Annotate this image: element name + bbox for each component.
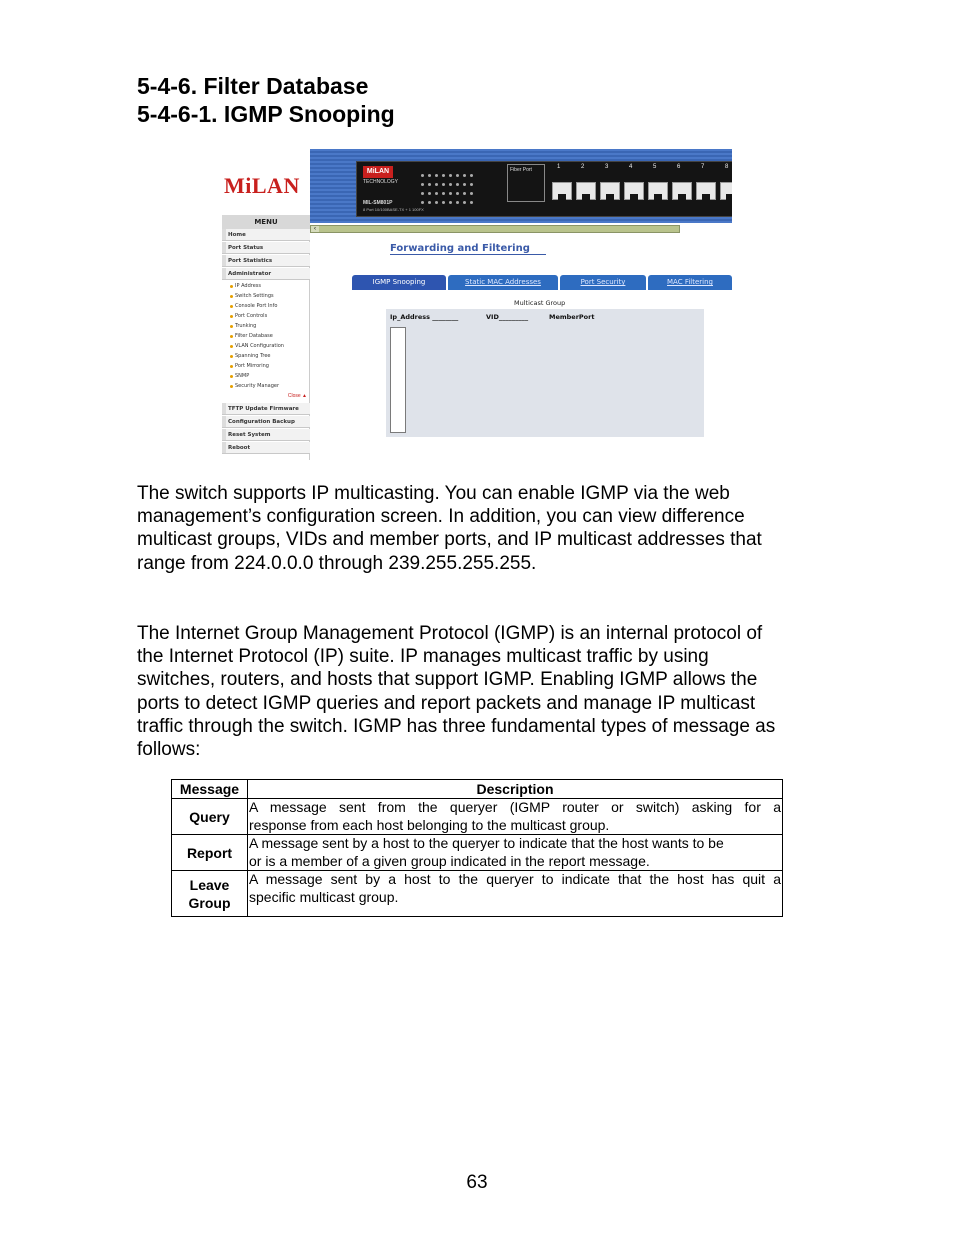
status-led <box>442 174 445 177</box>
ethernet-ports <box>551 164 732 214</box>
igmp-snooping-screenshot <box>222 149 732 460</box>
switch-device-image <box>356 161 732 217</box>
text-line: traffic through the switch. IGMP has three fundamental types of message as <box>137 715 776 737</box>
status-led <box>456 201 459 204</box>
menu-item-home[interactable]: Home <box>222 229 310 241</box>
status-led <box>442 192 445 195</box>
menu-sub-ip-address[interactable]: IP Address <box>230 281 261 291</box>
status-led <box>463 183 466 186</box>
status-led <box>463 192 466 195</box>
menu-item-administrator[interactable]: Administrator <box>222 268 310 280</box>
tab-port-security[interactable]: Port Security <box>560 275 646 290</box>
menu-item-port-status[interactable]: Port Status <box>222 242 310 254</box>
menu-item-tftp-update-firmware[interactable]: TFTP Update Firmware <box>222 403 310 415</box>
ethernet-port <box>648 182 668 200</box>
column-member-port: MemberPort <box>549 313 595 321</box>
description-text: specific multicast group. <box>249 888 399 905</box>
subsection-heading: 5-4-6-1. IGMP Snooping <box>137 101 395 127</box>
device-description: 8 Port 10/100BASE-TX + 1 100FX <box>363 207 424 212</box>
table-row <box>172 835 783 871</box>
port-number-label: 5 <box>653 164 657 170</box>
fiber-port <box>507 164 545 202</box>
message-cell <box>172 871 248 917</box>
port-number-label: 1 <box>557 164 561 170</box>
status-led <box>442 183 445 186</box>
status-led <box>421 174 424 177</box>
status-led <box>449 174 452 177</box>
status-led <box>421 192 424 195</box>
side-menu <box>222 215 310 460</box>
status-led <box>435 201 438 204</box>
menu-sub-spanning-tree[interactable]: Spanning Tree <box>230 351 271 361</box>
menu-sub-port-mirroring[interactable]: Port Mirroring <box>230 361 269 371</box>
port-number-label: 4 <box>629 164 633 170</box>
horizontal-scrollbar[interactable] <box>310 225 680 233</box>
menu-item-reset-system[interactable]: Reset System <box>222 429 310 441</box>
description-cell <box>248 835 783 871</box>
status-led <box>470 201 473 204</box>
menu-sub-trunking[interactable]: Trunking <box>230 321 256 331</box>
port-number-label: 3 <box>605 164 609 170</box>
description-text: A message sent by a host to the queryer to indicate that the host has quit a <box>249 871 781 887</box>
message-text: Leave <box>189 876 230 893</box>
status-led <box>456 174 459 177</box>
ethernet-port <box>624 182 644 200</box>
header-message: Message <box>172 780 248 799</box>
ethernet-port <box>552 182 572 200</box>
message-text: Group <box>188 894 231 911</box>
port-number-label: 8 <box>725 164 729 170</box>
menu-sub-security-manager[interactable]: Security Manager <box>230 381 279 391</box>
description-text: response from each host belonging to the multicast group. <box>249 816 610 833</box>
status-led <box>449 183 452 186</box>
menu-sub-console-port-info[interactable]: Console Port Info <box>230 301 277 311</box>
status-led <box>463 201 466 204</box>
description-text: A message sent by a host to the queryer to indicate that the host wants to be <box>249 835 724 851</box>
description-cell <box>248 799 783 835</box>
menu-item-configuration-backup[interactable]: Configuration Backup <box>222 416 310 428</box>
logo-text: MiLAN <box>224 173 300 198</box>
tab-mac-filtering[interactable]: MAC Filtering <box>648 275 732 290</box>
port-number-label: 7 <box>701 164 705 170</box>
menu-sub-port-controls[interactable]: Port Controls <box>230 311 267 321</box>
fiber-port-label: Fiber Port <box>510 167 532 173</box>
status-led <box>449 201 452 204</box>
message-cell <box>172 799 248 835</box>
up-arrow-icon: ▲ <box>302 393 307 399</box>
port-number-label: 6 <box>677 164 681 170</box>
menu-item-reboot[interactable]: Reboot <box>222 442 310 454</box>
table-row <box>172 871 783 917</box>
header-description: Description <box>248 780 783 799</box>
message-text: Query <box>189 808 230 825</box>
port-number-label: 2 <box>581 164 585 170</box>
section-heading: 5-4-6. Filter Database <box>137 73 369 99</box>
ethernet-port <box>600 182 620 200</box>
device-header <box>310 149 732 223</box>
device-model: MIL-SM801P <box>363 200 393 206</box>
status-led <box>463 174 466 177</box>
multicast-group-caption: Multicast Group <box>514 299 566 307</box>
ethernet-port <box>720 182 732 200</box>
forwarding-filtering-title: Forwarding and Filtering <box>390 243 546 255</box>
tab-static-mac-addresses[interactable]: Static MAC Addresses <box>448 275 558 290</box>
milan-logo <box>222 149 310 221</box>
paragraph-ip-multicasting <box>137 482 827 575</box>
status-led <box>456 192 459 195</box>
text-line: range from 224.0.0.0 through 239.255.255.255. <box>137 552 537 574</box>
status-led <box>442 201 445 204</box>
status-led <box>456 183 459 186</box>
device-tech: TECHNOLOGY <box>363 179 399 185</box>
ethernet-port <box>576 182 596 200</box>
text-line: follows: <box>137 739 201 761</box>
status-led <box>470 183 473 186</box>
status-led <box>435 183 438 186</box>
page-number: 63 <box>466 1172 488 1193</box>
status-led <box>428 192 431 195</box>
status-led <box>470 174 473 177</box>
status-led <box>435 174 438 177</box>
multicast-group-list[interactable] <box>390 327 406 433</box>
text-line: multicast groups, VIDs and member ports, and IP multicast addresses that <box>137 529 762 551</box>
message-cell <box>172 835 248 871</box>
filter-tabs <box>352 275 732 290</box>
description-text: A message sent from the queryer (IGMP router or switch) asking for a <box>249 799 781 815</box>
column-vid: VID_________ <box>486 313 529 321</box>
column-ip-address: Ip_Address ________ <box>390 313 459 321</box>
description-text: or is a member of a given group indicated in the report message. <box>249 852 650 869</box>
text-line: switches, routers, and hosts that support IGMP. Enabling IGMP allows the <box>137 669 758 691</box>
menu-sub-filter-database[interactable]: Filter Database <box>230 331 273 341</box>
table-header-row <box>172 780 783 799</box>
status-led <box>449 192 452 195</box>
paragraph-igmp-description <box>137 622 827 761</box>
menu-sub-vlan-configuration[interactable]: VLAN Configuration <box>230 341 284 351</box>
menu-sub-switch-settings[interactable]: Switch Settings <box>230 291 274 301</box>
menu-item-port-statistics[interactable]: Port Statistics <box>222 255 310 267</box>
scroll-left-arrow-icon[interactable]: ‹ <box>311 226 319 232</box>
status-led <box>428 201 431 204</box>
menu-sub-snmp[interactable]: SNMP <box>230 371 249 381</box>
menu-close-link[interactable] <box>288 393 307 399</box>
multicast-group-panel <box>386 309 704 437</box>
ethernet-port <box>696 182 716 200</box>
status-leds <box>421 166 501 210</box>
status-led <box>421 183 424 186</box>
text-line: The Internet Group Management Protocol (IGMP) is an internal protocol of <box>137 623 763 644</box>
device-brand: MiLAN <box>363 166 393 178</box>
status-led <box>421 201 424 204</box>
description-cell <box>248 871 783 917</box>
text-line: the Internet Protocol (IP) suite. IP manages multicast traffic by using <box>137 646 709 668</box>
status-led <box>435 192 438 195</box>
table-row <box>172 799 783 835</box>
igmp-message-table <box>171 779 783 917</box>
status-led <box>428 174 431 177</box>
text-line: ports to detect IGMP queries and report packets and manage IP multicast <box>137 692 756 714</box>
message-text: Report <box>186 844 233 861</box>
status-led <box>470 192 473 195</box>
tab-igmp-snooping[interactable]: IGMP Snooping <box>352 275 446 290</box>
menu-close-label: Close <box>287 393 301 399</box>
text-line: The switch supports IP multicasting. You can enable IGMP via the web <box>137 483 730 504</box>
text-line: management’s configuration screen. In addition, you can view difference <box>137 506 745 528</box>
status-led <box>428 183 431 186</box>
menu-title: MENU <box>222 215 310 229</box>
ethernet-port <box>672 182 692 200</box>
